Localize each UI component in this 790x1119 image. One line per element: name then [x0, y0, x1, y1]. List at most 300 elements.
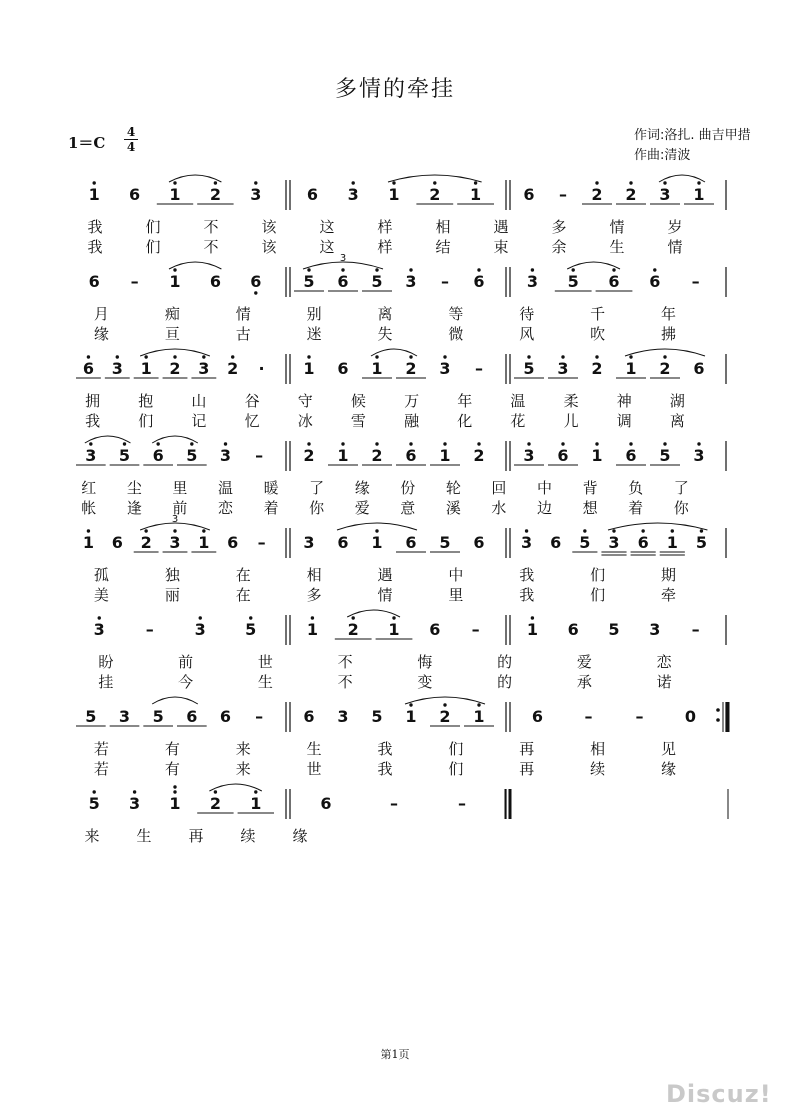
octave-dot — [671, 529, 674, 532]
lyric-verse-1: 温 — [510, 392, 526, 410]
lyric-verse-2: 记 — [191, 412, 207, 430]
note-digit: 3 — [557, 359, 569, 378]
octave-dot — [144, 355, 147, 358]
slur-arc — [209, 784, 261, 791]
octave-dot — [443, 442, 446, 445]
triplet-number: 3 — [171, 514, 179, 525]
octave-dot — [307, 442, 310, 445]
note-digit: 5 — [371, 272, 383, 291]
lyric-verse-1: 情 — [235, 305, 251, 323]
lyric-verse-1: 抱 — [138, 392, 154, 410]
octave-dot — [653, 268, 656, 271]
lyric-verse-1: 守 — [297, 392, 313, 410]
note-digit: 5 — [152, 707, 164, 726]
lyric-verse-1: 了 — [673, 479, 689, 497]
lyric-verse-1: 爱 — [576, 653, 592, 671]
octave-dot — [531, 268, 534, 271]
octave-dot — [409, 355, 412, 358]
note-digit: 6 — [608, 272, 620, 291]
slur-arc — [169, 175, 221, 182]
note-digit: 3 — [526, 272, 538, 291]
dash-mark: – — [475, 359, 483, 378]
octave-dot — [375, 268, 378, 271]
score-system — [89, 253, 726, 343]
lyric-verse-2: 冰 — [297, 412, 313, 430]
note-digit: 6 — [405, 533, 417, 552]
lyric-verse-2: 有 — [164, 760, 180, 778]
octave-dot — [443, 703, 446, 706]
lyric-verse-2: 雪 — [350, 412, 366, 430]
lyric-verse-1: 负 — [628, 479, 644, 497]
note-digit: 6 — [250, 272, 262, 291]
dash-mark: – — [257, 533, 266, 552]
note-digit: 1 — [439, 446, 451, 465]
lyric-verse-1: 生 — [306, 740, 322, 758]
note-digit: 6 — [111, 533, 123, 552]
lyric-verse-2: 你 — [673, 499, 689, 517]
lyric-verse-1: 年 — [457, 392, 473, 410]
note-digit: 6 — [209, 272, 221, 291]
octave-dot — [375, 442, 378, 445]
note-digit: 5 — [579, 533, 591, 552]
lyric-verse-1: 我 — [519, 566, 535, 584]
note-digit: 1 — [169, 272, 181, 291]
lyric-verse-1: 遇 — [377, 566, 393, 584]
note-digit: 2 — [169, 359, 181, 378]
lyric-verse-2: 缘 — [93, 325, 109, 343]
dash-mark: – — [130, 272, 139, 291]
octave-dot — [87, 355, 90, 358]
octave-dot — [527, 355, 530, 358]
note-digit: 1 — [371, 359, 383, 378]
octave-dot — [307, 268, 310, 271]
note-digit: 6 — [227, 533, 239, 552]
octave-dot — [202, 529, 205, 532]
note-digit: 6 — [531, 707, 544, 726]
lyric-verse-1: 湖 — [669, 392, 685, 410]
lyric-verse-1: 不 — [203, 218, 219, 236]
lyric-verse-2: 们 — [590, 586, 606, 604]
note-digit: 6 — [625, 446, 637, 465]
note-digit: 1 — [88, 185, 100, 204]
lyric-verse-2: 我 — [85, 412, 101, 430]
lyric-verse-2: 的 — [497, 673, 513, 691]
note-digit: 3 — [608, 533, 620, 552]
lyric-verse-1: 见 — [661, 740, 677, 758]
note-digit: 1 — [337, 446, 349, 465]
lyric-verse-2: 在 — [235, 586, 251, 604]
note-digit: 2 — [659, 359, 671, 378]
octave-dot — [663, 442, 666, 445]
lyric-verse-2: 意 — [400, 499, 416, 517]
lyric-verse-2: 美 — [93, 586, 109, 604]
slur-arc — [169, 262, 221, 269]
note-digit: 5 — [245, 620, 257, 639]
note-digit: 1 — [82, 533, 94, 552]
octave-dot — [700, 529, 703, 532]
note-digit: 6 — [473, 272, 485, 291]
lyric-verse-2: 帐 — [81, 499, 97, 517]
lyric-verse-2: 水 — [491, 499, 507, 517]
octave-dot — [224, 442, 227, 445]
lyric-verse-1: 相 — [435, 218, 451, 236]
octave-dot — [629, 442, 632, 445]
dash-mark: – — [255, 446, 264, 465]
lyric-verse-1: 痴 — [164, 305, 180, 323]
note-digit: 1 — [693, 185, 705, 204]
dash-mark: – — [635, 707, 644, 726]
lyric-verse-1: 不 — [337, 653, 353, 671]
lyric-verse-1: 中 — [536, 479, 553, 497]
lyric-verse-2: 诺 — [656, 673, 672, 691]
octave-dot — [595, 442, 598, 445]
note-digit: 6 — [306, 185, 318, 204]
lyric-verse-2: 我 — [87, 238, 103, 256]
slur-arc — [567, 262, 620, 269]
lyric-verse-2: 情 — [667, 238, 683, 256]
note-digit: 1 — [405, 707, 417, 726]
lyric-verse-1: 们 — [448, 740, 464, 758]
dash-mark: – — [390, 794, 398, 813]
score-system — [76, 697, 728, 778]
note-digit: 1 — [526, 620, 538, 639]
octave-dot — [173, 785, 176, 788]
octave-dot — [572, 268, 575, 271]
lyric-verse-1: 神 — [616, 392, 632, 410]
note-digit: 6 — [693, 359, 705, 378]
lyric-verse-2: 再 — [519, 760, 535, 778]
octave-dot — [352, 616, 355, 619]
lyric-verse-1: 红 — [81, 479, 97, 497]
lyric-verse-2: 着 — [263, 499, 279, 517]
note-digit: 6 — [649, 272, 661, 291]
lyric-verse-1: 千 — [590, 305, 606, 323]
note-digit: 3 — [129, 794, 141, 813]
dash-mark: – — [255, 707, 264, 726]
lyric-verse-2: 着 — [628, 499, 644, 517]
lyric-verse-2: 来 — [235, 760, 251, 778]
lyric-verse-1: 回 — [491, 479, 507, 497]
lyric-verse-1: 待 — [519, 305, 535, 323]
octave-dot — [474, 181, 477, 184]
octave-dot — [392, 616, 395, 619]
dash-mark: – — [691, 272, 700, 291]
note-digit: 5 — [695, 533, 707, 552]
note-digit: 2 — [227, 359, 239, 378]
octave-dot — [629, 181, 632, 184]
score-system — [94, 610, 726, 691]
lyric-verse-1: 们 — [145, 218, 161, 236]
note-digit: 2 — [429, 185, 441, 204]
lyric-verse-1: 样 — [377, 218, 393, 236]
lyric-verse-2: 边 — [536, 499, 553, 517]
note-digit: 3 — [93, 620, 105, 639]
octave-dot — [663, 355, 666, 358]
lyric-verse-1: 的 — [497, 653, 513, 671]
octave-dot — [409, 442, 412, 445]
slur-arc — [388, 175, 482, 182]
lyric-verse-2: 风 — [519, 325, 535, 343]
octave-dot — [583, 529, 586, 532]
lyric-verse-2: 恋 — [217, 499, 234, 517]
lyric-verse-2: 多 — [306, 586, 322, 604]
lyric-verse-1: 缘 — [292, 827, 308, 845]
octave-dot — [409, 703, 412, 706]
lyric-verse-2: 承 — [576, 673, 592, 691]
note-digit: 5 — [567, 272, 579, 291]
lyric-verse-2: 们 — [448, 760, 464, 778]
octave-dot — [307, 355, 310, 358]
note-digit: 2 — [405, 359, 417, 378]
lyric-verse-2: 世 — [306, 760, 322, 778]
octave-dot — [214, 790, 217, 793]
note-digit: 3 — [250, 185, 262, 204]
lyric-verse-1: 背 — [582, 479, 598, 497]
octave-dot — [641, 529, 644, 532]
lyric-verse-2: 拂 — [661, 325, 677, 343]
lyric-verse-2: 溪 — [445, 499, 461, 517]
meter-bottom: 4 — [126, 140, 136, 154]
lyric-verse-2: 融 — [404, 412, 420, 430]
lyric-verse-2: 若 — [93, 760, 109, 778]
note-digit: 1 — [473, 707, 485, 726]
lyric-verse-1: 里 — [172, 479, 188, 497]
lyric-verse-1: 中 — [448, 566, 464, 584]
lyric-verse-1: 该 — [261, 218, 277, 236]
slur-arc — [337, 523, 417, 530]
lyric-verse-2: 调 — [616, 412, 632, 430]
lyric-verse-1: 盼 — [98, 653, 114, 671]
note-digit: 6 — [186, 707, 198, 726]
lyric-verse-1: 缘 — [354, 479, 370, 497]
lyric-verse-1: 温 — [217, 479, 234, 497]
lyric-verse-1: 若 — [93, 740, 109, 758]
note-digit: 5 — [186, 446, 198, 465]
lyric-verse-2: 样 — [377, 238, 393, 256]
dash-mark: – — [691, 620, 700, 639]
lyric-verse-1: 暖 — [263, 479, 279, 497]
octave-dot — [254, 291, 257, 294]
note-digit: 1 — [250, 794, 262, 813]
lyric-verse-1: 了 — [309, 479, 325, 497]
meter-top: 4 — [126, 125, 136, 139]
octave-dot — [93, 181, 96, 184]
dash-mark: – — [458, 794, 466, 813]
lyric-verse-1: 有 — [164, 740, 180, 758]
lyric-verse-2: 花 — [510, 412, 526, 430]
lyric-verse-1: 生 — [136, 827, 152, 845]
octave-dot — [190, 442, 193, 445]
lyric-verse-1: 万 — [404, 392, 420, 410]
lyric-verse-2: 我 — [377, 760, 393, 778]
note-digit: 3 — [118, 707, 131, 726]
octave-dot — [629, 355, 632, 358]
lyric-verse-1: 份 — [400, 479, 416, 497]
note-digit: 3 — [303, 533, 315, 552]
note-digit: 2 — [209, 185, 221, 204]
lyric-verse-2: 余 — [551, 238, 567, 256]
lyric-verse-1: 我 — [377, 740, 393, 758]
lyric-verse-1: 年 — [661, 305, 677, 323]
octave-dot — [199, 616, 202, 619]
note-digit: 3 — [439, 359, 451, 378]
note-digit: 6 — [152, 446, 164, 465]
lyric-verse-2: 化 — [457, 412, 473, 430]
octave-dot — [341, 442, 344, 445]
slur-arc — [140, 349, 210, 356]
lyric-verse-2: 续 — [590, 760, 606, 778]
note-digit: 2 — [591, 185, 603, 204]
lyric-verse-2: 缘 — [661, 760, 677, 778]
note-digit: · — [258, 359, 265, 378]
lyric-verse-2: 微 — [448, 325, 464, 343]
note-digit: 1 — [198, 533, 210, 552]
note-digit: 2 — [591, 359, 603, 378]
lyric-verse-1: 月 — [93, 305, 109, 323]
lyric-verse-2: 儿 — [563, 412, 579, 430]
lyric-verse-1: 多 — [551, 218, 567, 236]
octave-dot — [392, 181, 395, 184]
lyric-verse-2: 失 — [377, 325, 393, 343]
watermark-logo: Discuz! — [666, 1080, 772, 1108]
note-digit: 1 — [591, 446, 603, 465]
note-digit: 6 — [337, 359, 349, 378]
octave-dot — [93, 790, 96, 793]
score-system — [76, 436, 726, 517]
song-title: 多情的牵挂 — [334, 77, 455, 102]
note-digit: 3 — [111, 359, 123, 378]
note-digit: 6 — [637, 533, 649, 552]
lyric-verse-2: 想 — [582, 499, 598, 517]
lyric-verse-2: 生 — [257, 673, 273, 691]
note-digit: 3 — [523, 446, 535, 465]
lyric-verse-2: 们 — [138, 412, 154, 430]
note-digit: 3 — [169, 533, 181, 552]
octave-dot — [116, 355, 119, 358]
lyric-verse-1: 谷 — [244, 392, 260, 410]
score-system — [83, 514, 726, 604]
note-digit: 3 — [347, 185, 359, 204]
note-digit: 1 — [306, 620, 318, 639]
note-digit: 5 — [523, 359, 535, 378]
lyric-verse-1: 期 — [661, 566, 677, 584]
lyric-verse-1: 遇 — [493, 218, 509, 236]
note-digit: 3 — [85, 446, 97, 465]
note-digit: 1 — [303, 359, 315, 378]
note-digit: 6 — [557, 446, 569, 465]
note-digit: 1 — [169, 794, 181, 813]
lyric-verse-1: 在 — [235, 566, 251, 584]
lyric-verse-1: 拥 — [85, 392, 101, 410]
lyric-verse-1: 世 — [257, 653, 273, 671]
octave-dot — [123, 442, 126, 445]
score-system — [76, 349, 726, 430]
note-digit: 1 — [388, 185, 400, 204]
lyric-verse-1: 岁 — [667, 218, 683, 236]
octave-dot — [612, 268, 615, 271]
note-digit: 6 — [303, 707, 315, 726]
note-digit: 2 — [303, 446, 315, 465]
octave-dot — [697, 442, 700, 445]
note-digit: 2 — [140, 533, 152, 552]
note-digit: 1 — [388, 620, 400, 639]
octave-dot — [156, 442, 159, 445]
note-digit: 2 — [625, 185, 637, 204]
note-digit: 3 — [219, 446, 232, 465]
octave-dot — [173, 268, 176, 271]
lyric-verse-1: 山 — [191, 392, 207, 410]
note-digit: 2 — [347, 620, 359, 639]
note-digit: 3 — [405, 272, 417, 291]
lyric-verse-1: 柔 — [563, 392, 579, 410]
note-digit: 3 — [693, 446, 705, 465]
page-number: 第1页 — [380, 1048, 410, 1061]
note-digit: 1 — [666, 533, 678, 552]
note-digit: 1 — [140, 359, 152, 378]
lyric-verse-2: 生 — [609, 238, 625, 256]
note-digit: 5 — [118, 446, 131, 465]
lyric-verse-2: 前 — [172, 499, 188, 517]
note-digit: 3 — [659, 185, 671, 204]
score-system — [87, 175, 726, 256]
lyric-verse-2: 我 — [519, 586, 535, 604]
octave-dot — [173, 355, 176, 358]
slur-arc — [152, 436, 198, 443]
lyric-verse-2: 逢 — [126, 499, 142, 517]
note-digit: 3 — [194, 620, 206, 639]
lyric-verse-1: 相 — [306, 566, 322, 584]
lyric-verse-2: 里 — [448, 586, 464, 604]
note-digit: 1 — [470, 185, 482, 204]
note-digit: 6 — [473, 533, 485, 552]
dash-mark: – — [441, 272, 449, 291]
octave-dot — [561, 355, 564, 358]
octave-dot — [311, 616, 314, 619]
lyricist-credit: 作词:洛扎. 曲吉甲措 — [634, 128, 751, 143]
lyric-verse-1: 轮 — [445, 479, 461, 497]
slur-arc — [85, 436, 131, 443]
octave-dot — [531, 616, 534, 619]
key-signature: 1＝C — [68, 134, 106, 152]
lyric-verse-2: 挂 — [98, 673, 114, 691]
octave-dot — [352, 181, 355, 184]
lyric-verse-1: 再 — [188, 827, 204, 845]
octave-dot — [249, 616, 252, 619]
note-digit: 2 — [439, 707, 451, 726]
note-digit: 6 — [567, 620, 579, 639]
lyric-verse-1: 我 — [87, 218, 103, 236]
lyric-verse-1: 再 — [519, 740, 535, 758]
triplet-number: 3 — [339, 253, 347, 264]
octave-dot — [525, 529, 528, 532]
note-digit: 6 — [337, 272, 349, 291]
composer-credit: 作曲:清波 — [634, 148, 691, 163]
octave-dot — [375, 529, 378, 532]
octave-dot — [477, 268, 480, 271]
octave-dot — [595, 355, 598, 358]
note-digit: 6 — [405, 446, 417, 465]
note-digit: 5 — [439, 533, 451, 552]
octave-dot — [561, 442, 564, 445]
slur-arc — [347, 610, 400, 617]
slur-arc — [625, 349, 705, 356]
lyric-verse-2: 今 — [178, 673, 194, 691]
octave-dot — [98, 616, 101, 619]
octave-dot — [341, 268, 344, 271]
lyric-verse-1: 情 — [609, 218, 625, 236]
repeat-dot — [716, 708, 720, 712]
octave-dot — [375, 355, 378, 358]
